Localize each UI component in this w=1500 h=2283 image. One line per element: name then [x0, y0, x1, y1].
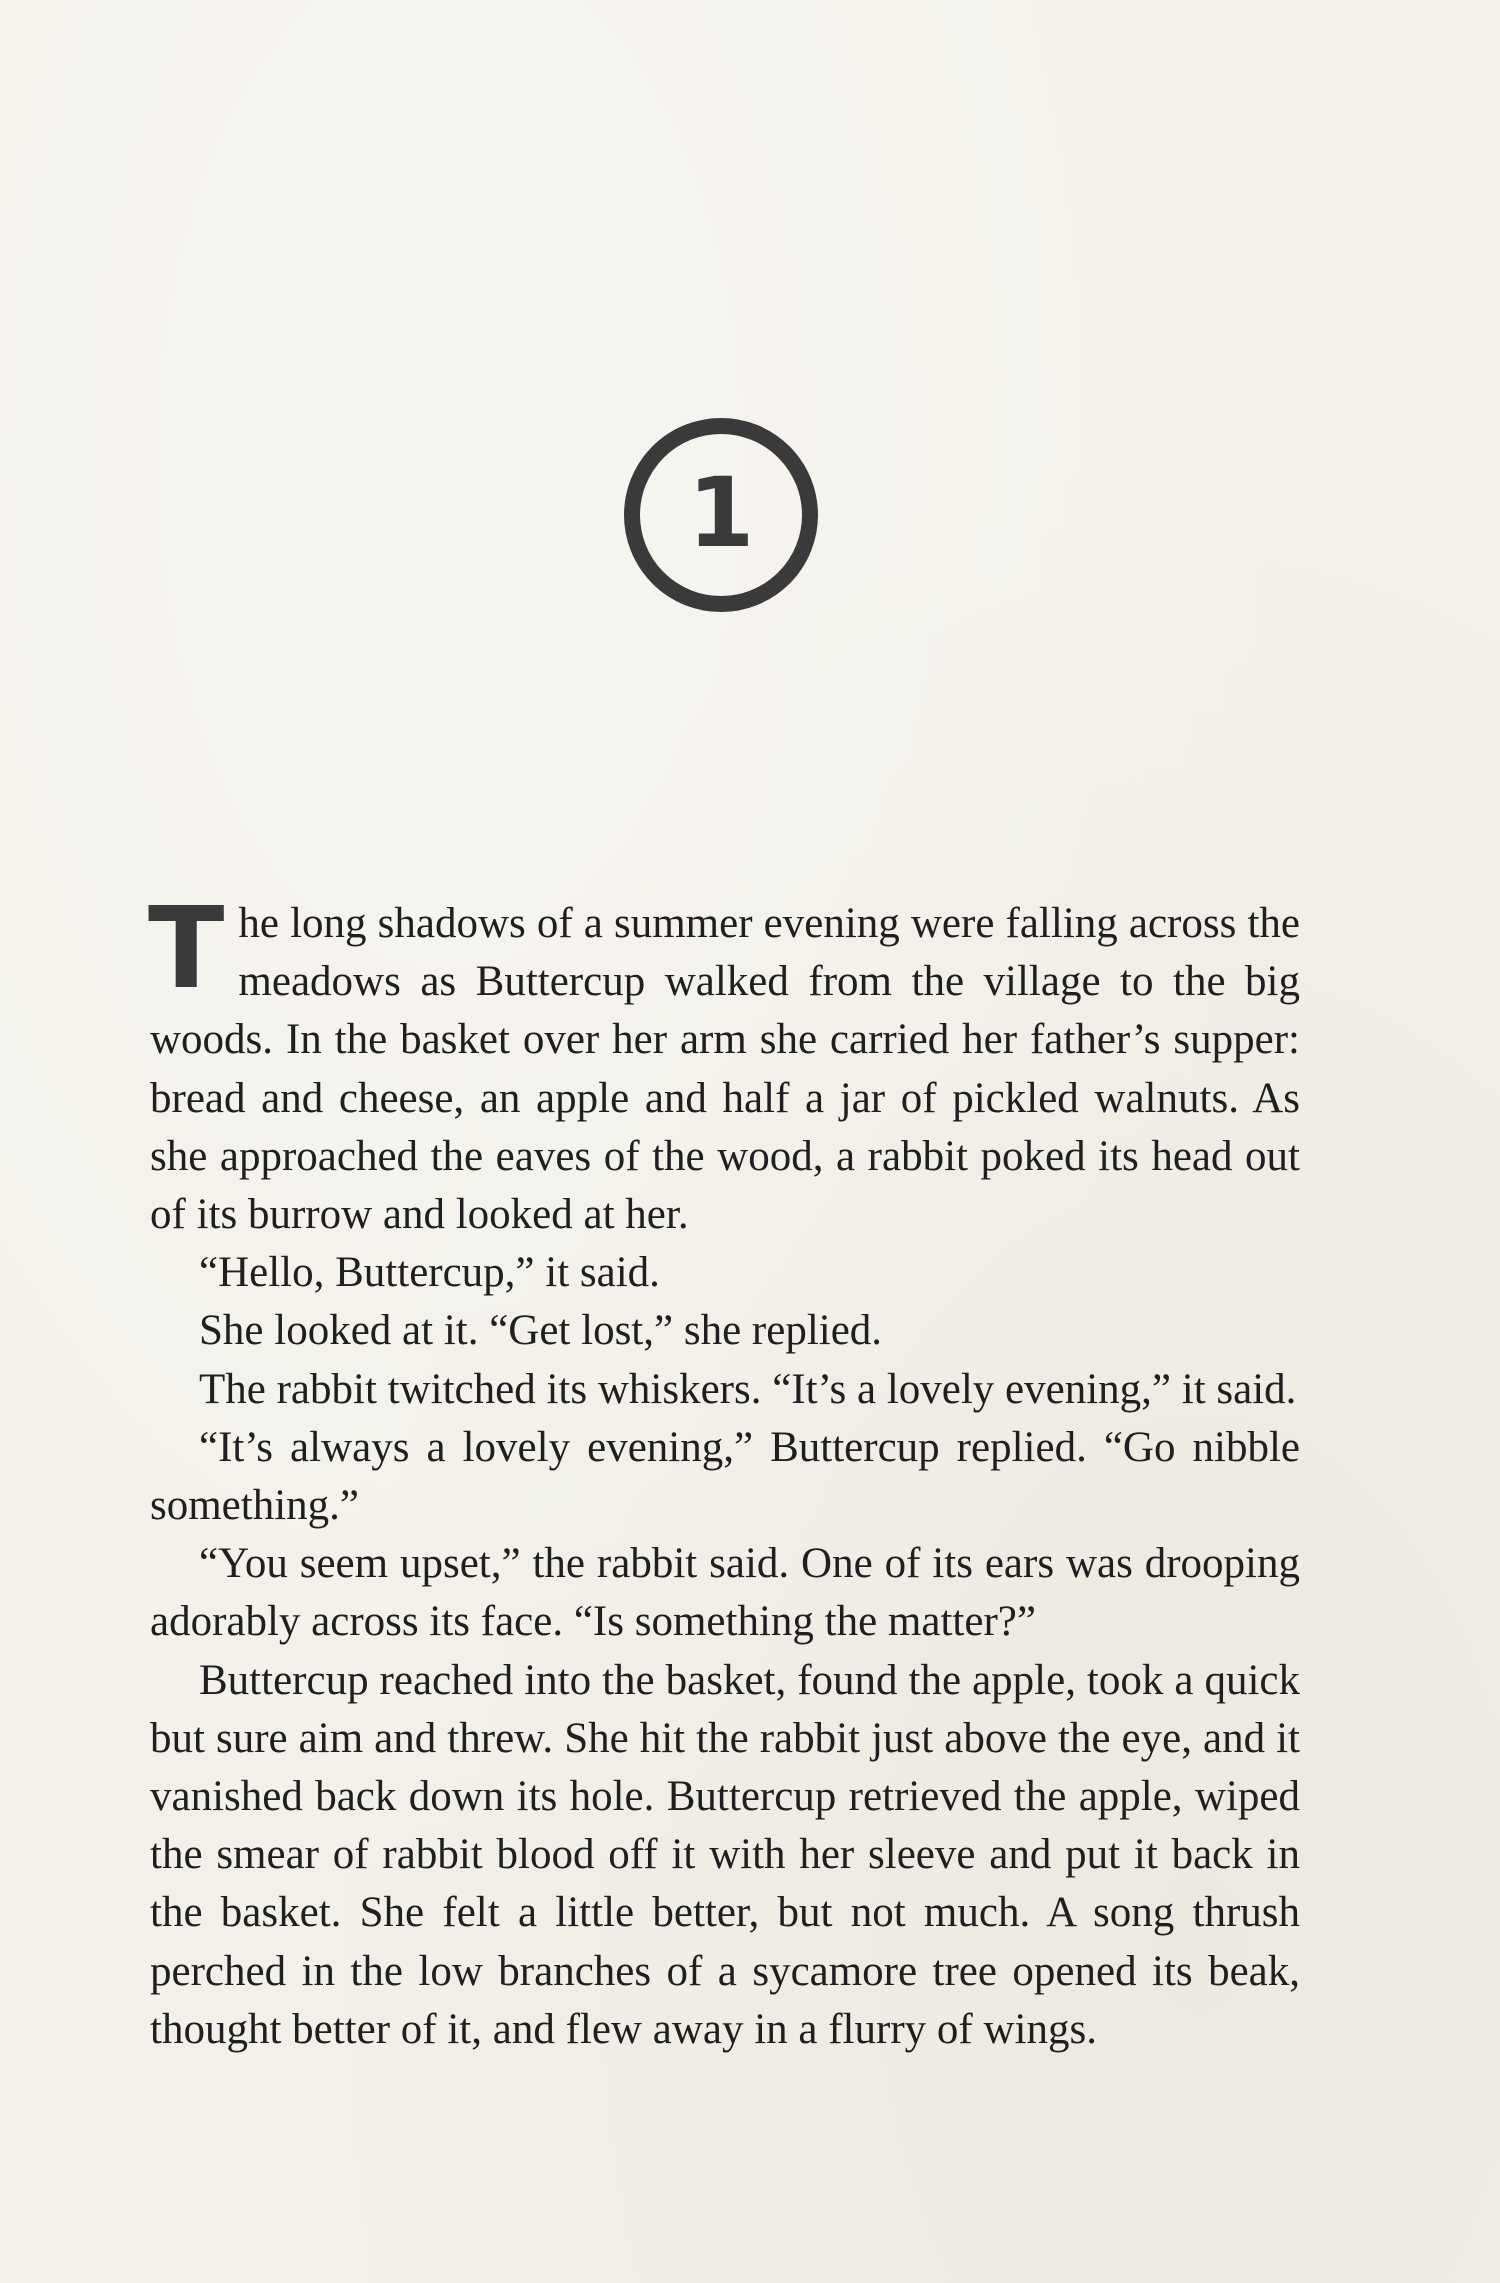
chapter-number-badge [624, 418, 818, 612]
paragraph-1 [148, 884, 1300, 1244]
chapter-text [148, 884, 1300, 2059]
paragraph-6: “You seem upset,” the rabbit said. One of its ears was drooping adorably across its face. “Is something the matter?” [150, 1540, 1300, 1646]
paragraph-1-text: he long shadows of a summer evening were falling across the meadows as Buttercup walked from the village to the big woods. In the basket over her arm she carried her father’s supper: bread and cheese, an apple and half a jar of pickled walnuts. As she approached the eaves of the wood, a rabbit poked its head out of its burrow and looked at her. [150, 900, 1300, 1239]
chapter-number: 1 [687, 457, 755, 569]
paragraph-2: “Hello, Buttercup,” it said. [199, 1249, 660, 1297]
drop-cap-letter: T [148, 884, 225, 1014]
paragraph-3: She looked at it. “Get lost,” she replied. [199, 1307, 883, 1355]
paragraph-5: “It’s always a lovely evening,” Buttercup replied. “Go nibble something.” [150, 1423, 1300, 1530]
paragraph-4: The rabbit twitched its whiskers. “It’s a lovely evening,” it said. [199, 1365, 1297, 1413]
paragraph-7: Buttercup reached into the basket, found the apple, took a quick but sure aim and threw. She hit the rabbit just above the eye, and it vanished back down its hole. Buttercup retrieved the apple, wiped the smear of rabbit blood off it with her sleeve and put it back in the basket. She felt a little better, but not much. A song thrush perched in the low branches of a sycamore tree opened its beak, thought better of it, and flew away in a flurry of wings. [150, 1656, 1300, 2053]
